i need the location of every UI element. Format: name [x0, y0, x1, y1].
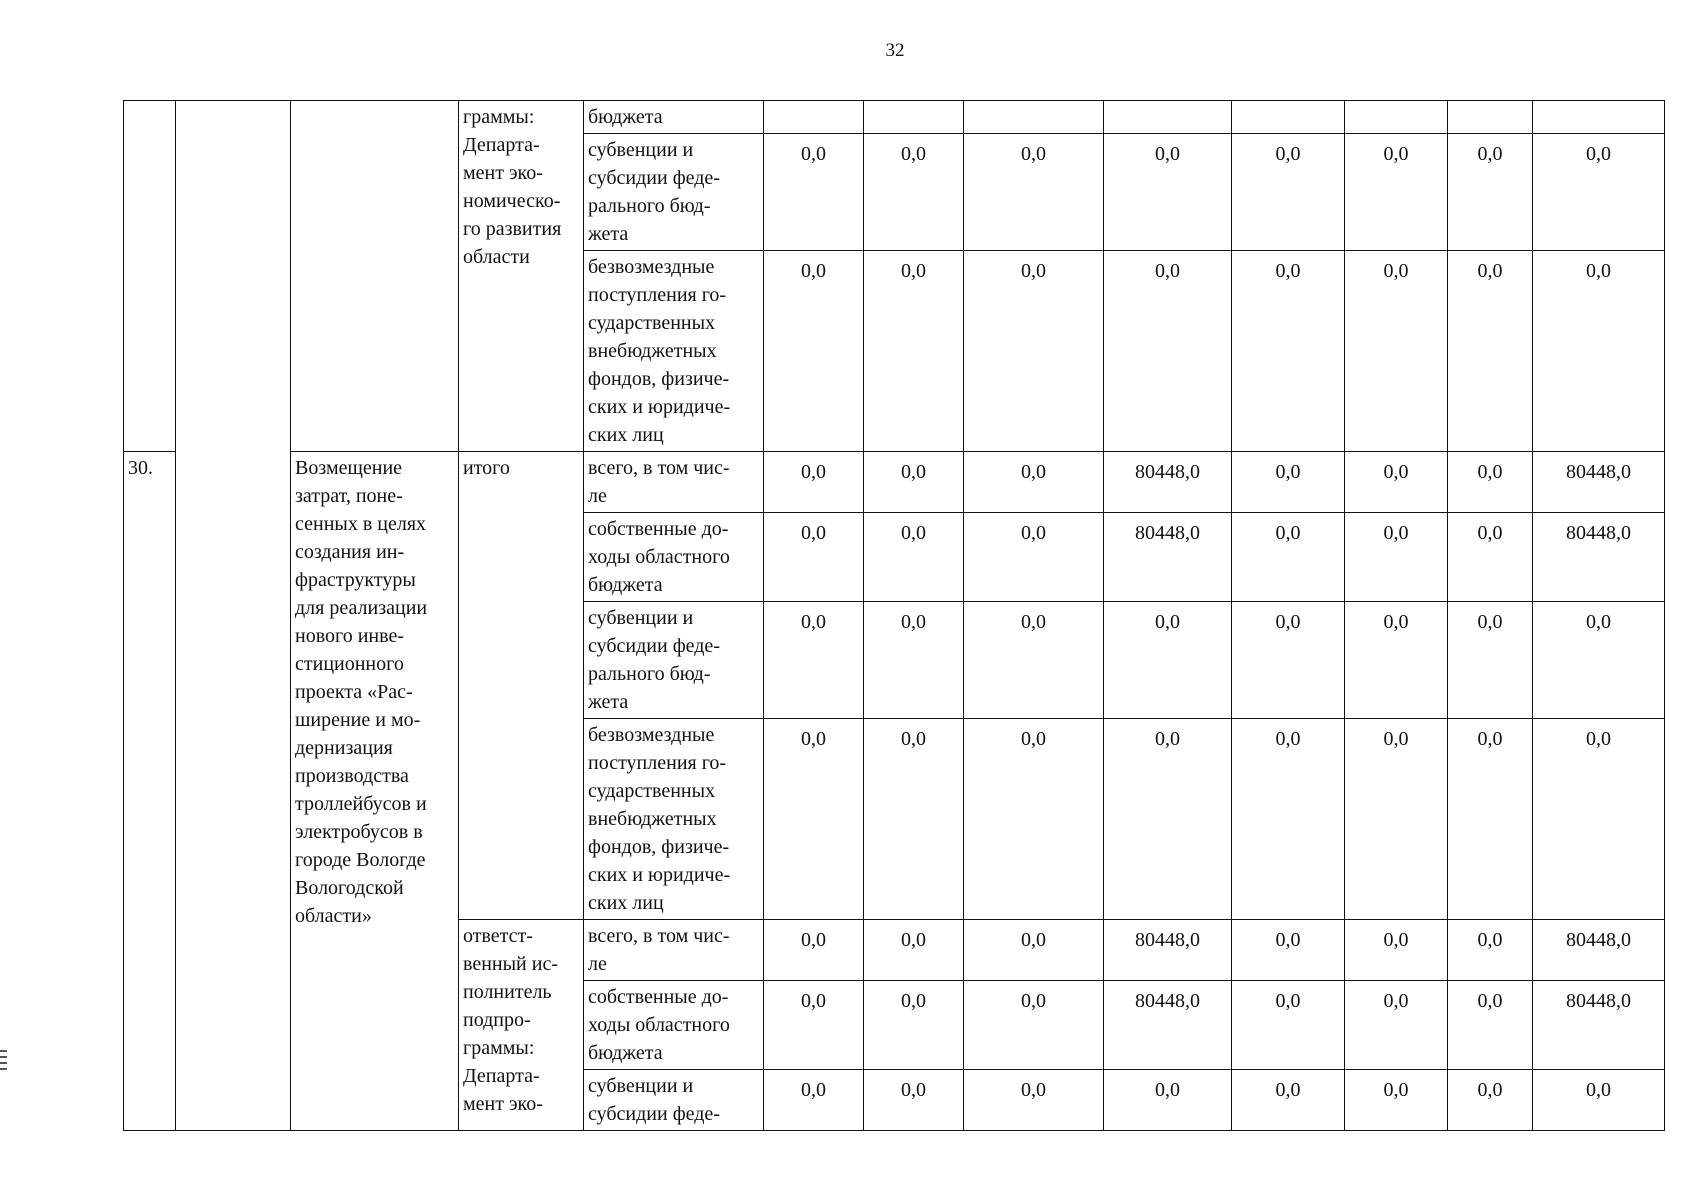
value-cell: 80448,0 [1104, 920, 1232, 981]
page-number: 32 [885, 40, 905, 61]
value-cell: 0,0 [1533, 602, 1665, 719]
value-cell: 80448,0 [1104, 452, 1232, 513]
value-cell: 0,0 [1448, 920, 1533, 981]
table-row [124, 101, 1665, 134]
value-cell: 0,0 [964, 1070, 1104, 1131]
item-name-cell: Возмещение затрат, поне- сенных в целях создания ин- фраструктуры для реализации нового инве- стиционного проекта «Рас- ширение и мо- дернизация производства троллейбусов и электробусов в городе Вологде Вологодской области» [291, 452, 459, 1131]
value-cell: 0,0 [964, 452, 1104, 513]
scan-edge-marks [0, 1050, 8, 1074]
value-cell: 0,0 [1232, 1070, 1345, 1131]
value-cell: 0,0 [1448, 251, 1533, 452]
table-row [124, 452, 1665, 513]
value-cell [1533, 101, 1665, 134]
value-cell: 0,0 [1448, 602, 1533, 719]
value-cell: 0,0 [1345, 1070, 1448, 1131]
responsible-cell: итого [459, 452, 584, 920]
value-cell: 0,0 [1345, 920, 1448, 981]
value-cell: 0,0 [1232, 981, 1345, 1070]
value-cell: 0,0 [764, 981, 864, 1070]
responsible-cell: ответст- венный ис- полнитель подпро- граммы: Департа- мент эко- [459, 920, 584, 1131]
value-cell: 0,0 [1533, 719, 1665, 920]
value-cell [1232, 101, 1345, 134]
value-cell [864, 101, 964, 134]
funding-source-cell: безвозмездные поступления го- сударственных внебюджетных фондов, физиче- ских и юридиче- ских лиц [584, 719, 764, 920]
value-cell: 0,0 [1448, 981, 1533, 1070]
value-cell: 80448,0 [1533, 513, 1665, 602]
blank-column-cell [176, 101, 291, 1131]
item-number-cell: 30. [124, 452, 176, 1131]
value-cell: 0,0 [1345, 452, 1448, 513]
value-cell [1448, 101, 1533, 134]
funding-source-cell: собственные до- ходы областного бюджета [584, 981, 764, 1070]
value-cell: 0,0 [1533, 1070, 1665, 1131]
value-cell: 0,0 [1345, 513, 1448, 602]
value-cell: 0,0 [1232, 719, 1345, 920]
value-cell: 0,0 [1448, 1070, 1533, 1131]
value-cell: 0,0 [1345, 719, 1448, 920]
funding-source-cell: бюджета [584, 101, 764, 134]
value-cell [964, 101, 1104, 134]
value-cell: 0,0 [764, 251, 864, 452]
value-cell: 80448,0 [1533, 920, 1665, 981]
value-cell: 0,0 [864, 134, 964, 251]
value-cell: 0,0 [1448, 134, 1533, 251]
value-cell: 0,0 [1345, 134, 1448, 251]
value-cell: 80448,0 [1533, 981, 1665, 1070]
budget-table [123, 100, 1665, 1131]
value-cell: 0,0 [964, 134, 1104, 251]
table-body [124, 101, 1665, 1131]
funding-source-cell: субвенции и субсидии феде- рального бюд- жета [584, 134, 764, 251]
value-cell: 0,0 [1104, 719, 1232, 920]
value-cell: 0,0 [1104, 251, 1232, 452]
funding-source-cell: всего, в том чис- ле [584, 920, 764, 981]
value-cell [1345, 101, 1448, 134]
value-cell [1104, 101, 1232, 134]
value-cell: 0,0 [864, 602, 964, 719]
value-cell: 0,0 [1104, 134, 1232, 251]
value-cell: 0,0 [1232, 251, 1345, 452]
value-cell: 0,0 [864, 251, 964, 452]
value-cell [764, 101, 864, 134]
value-cell: 80448,0 [1104, 513, 1232, 602]
value-cell: 0,0 [1232, 134, 1345, 251]
value-cell: 0,0 [864, 452, 964, 513]
value-cell: 0,0 [1232, 602, 1345, 719]
value-cell: 0,0 [764, 513, 864, 602]
value-cell: 0,0 [764, 920, 864, 981]
value-cell: 0,0 [1345, 602, 1448, 719]
value-cell: 0,0 [1104, 602, 1232, 719]
value-cell: 0,0 [1448, 452, 1533, 513]
value-cell: 0,0 [964, 602, 1104, 719]
value-cell: 0,0 [764, 1070, 864, 1131]
value-cell: 0,0 [964, 920, 1104, 981]
value-cell: 0,0 [1345, 251, 1448, 452]
value-cell: 0,0 [964, 251, 1104, 452]
value-cell: 80448,0 [1533, 452, 1665, 513]
value-cell: 0,0 [1232, 513, 1345, 602]
value-cell: 0,0 [864, 513, 964, 602]
value-cell: 0,0 [864, 981, 964, 1070]
funding-source-cell: собственные до- ходы областного бюджета [584, 513, 764, 602]
value-cell: 0,0 [1448, 513, 1533, 602]
responsible-cell: граммы: Департа- мент эко- номическо- го развития области [459, 101, 584, 452]
value-cell: 0,0 [764, 602, 864, 719]
funding-source-cell: безвозмездные поступления го- сударственных внебюджетных фондов, физиче- ских и юридиче- ских лиц [584, 251, 764, 452]
value-cell: 0,0 [1533, 251, 1665, 452]
value-cell: 0,0 [1104, 1070, 1232, 1131]
value-cell: 0,0 [864, 920, 964, 981]
value-cell: 0,0 [864, 719, 964, 920]
value-cell: 0,0 [1232, 452, 1345, 513]
funding-source-cell: всего, в том чис- ле [584, 452, 764, 513]
value-cell: 0,0 [1345, 981, 1448, 1070]
value-cell: 0,0 [764, 452, 864, 513]
name-cell-continued [291, 101, 459, 452]
value-cell: 0,0 [964, 719, 1104, 920]
value-cell: 0,0 [864, 1070, 964, 1131]
funding-source-cell: субвенции и субсидии феде- рального бюд- жета [584, 602, 764, 719]
value-cell: 0,0 [764, 134, 864, 251]
value-cell: 0,0 [964, 513, 1104, 602]
value-cell: 0,0 [964, 981, 1104, 1070]
funding-source-cell: субвенции и субсидии феде- [584, 1070, 764, 1131]
value-cell: 80448,0 [1104, 981, 1232, 1070]
value-cell: 0,0 [1533, 134, 1665, 251]
value-cell: 0,0 [764, 719, 864, 920]
number-cell-continued [124, 101, 176, 452]
value-cell: 0,0 [1448, 719, 1533, 920]
value-cell: 0,0 [1232, 920, 1345, 981]
